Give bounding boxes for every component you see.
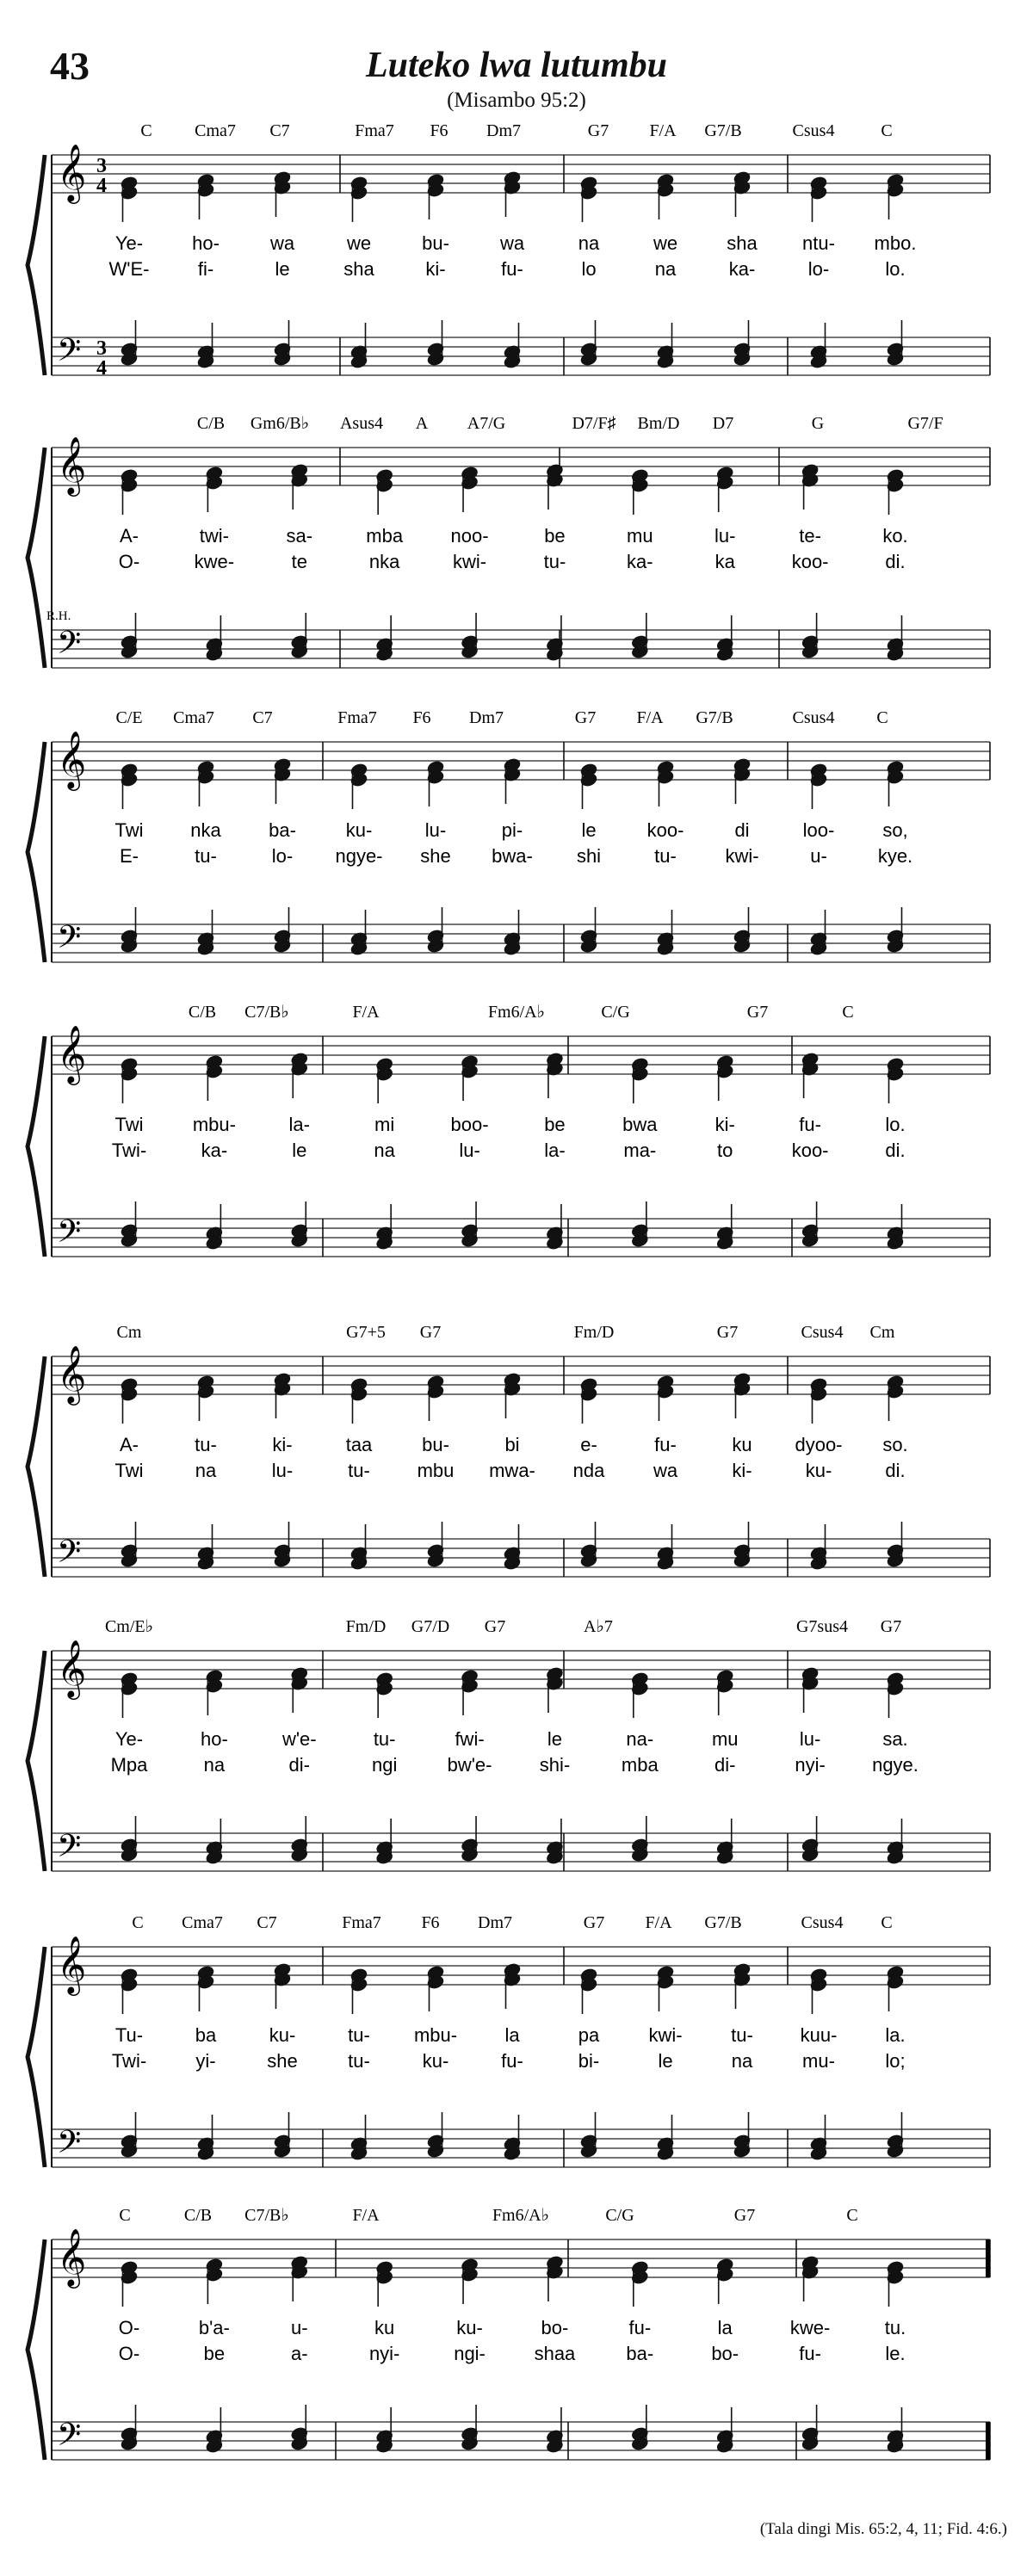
lyric-verse-1: tu-: [195, 1434, 217, 1455]
lyric-verse-1: kuu-: [800, 2024, 838, 2046]
lyric-verse-1: ku-: [345, 819, 373, 841]
brace: [28, 1651, 45, 1871]
scripture-reference: (Misambo 95:2): [447, 89, 586, 112]
lyric-verse-1: noo-: [450, 525, 489, 547]
bass-staff: [52, 2422, 990, 2460]
lyric-verse-2: shi: [576, 845, 602, 867]
lyric-verse-2: ba-: [626, 2343, 654, 2364]
lyric-verse-1: kwe-: [789, 2317, 831, 2338]
bass-clef-icon: 𝄢: [57, 332, 82, 376]
chord-symbol: G7/B: [704, 1913, 742, 1932]
treble-staff: [52, 155, 990, 193]
lyric-verse-2: tu-: [195, 845, 217, 867]
chord-symbol: G7/F: [907, 414, 943, 433]
lyric-verse-1: ko.: [882, 525, 908, 547]
lyric-verse-2: she: [420, 845, 451, 867]
chord-symbol: Cma7: [182, 1913, 223, 1932]
lyric-verse-2: di-: [714, 1754, 736, 1776]
chord-symbol: F6: [412, 708, 431, 727]
chord-symbol: A♭7: [584, 1617, 613, 1636]
lyric-verse-1: mu: [711, 1728, 739, 1750]
lyric-verse-1: pa: [578, 2024, 600, 2046]
lyric-verse-2: mu-: [802, 2050, 835, 2072]
chord-symbol: C: [842, 1003, 854, 1022]
lyric-verse-2: lo.: [885, 258, 906, 280]
lyric-verse-2: le: [292, 1140, 307, 1161]
lyric-verse-2: tu-: [348, 2050, 370, 2072]
lyric-verse-2: lo;: [885, 2050, 906, 2072]
system-7: [28, 1913, 990, 2168]
chord-symbol: G7/B: [696, 708, 733, 727]
brace: [28, 155, 45, 375]
system-5: [28, 1323, 990, 1578]
chord-symbol: F/A: [636, 708, 664, 727]
lyric-verse-1: nka: [190, 819, 221, 841]
chord-symbol: Cm/E♭: [104, 1617, 154, 1636]
lyric-verse-1: taa: [345, 1434, 373, 1455]
lyric-verse-1: sa-: [286, 525, 313, 547]
bass-clef-icon: 𝄢: [57, 1534, 82, 1578]
lyric-verse-2: na: [374, 1140, 395, 1161]
lyric-verse-1: bo-: [541, 2317, 569, 2338]
lyric-verse-1: lu-: [424, 819, 447, 841]
chord-symbol: Fma7: [355, 121, 394, 140]
lyric-verse-1: O-: [118, 2317, 140, 2338]
chord-symbol: F/A: [352, 2206, 380, 2225]
lyric-verse-1: w'e-: [281, 1728, 317, 1750]
lyric-verse-2: W'E-: [108, 258, 150, 280]
chord-symbol: Fm/D: [345, 1617, 387, 1636]
lyric-verse-1: Ye-: [114, 232, 144, 254]
rh-marking: R.H.: [46, 609, 71, 623]
lyric-verse-2: fi-: [197, 258, 214, 280]
lyric-verse-1: le: [547, 1728, 563, 1750]
lyric-verse-2: kwi-: [453, 551, 487, 572]
lyric-verse-1: u-: [290, 2317, 308, 2338]
lyric-verse-2: na: [195, 1460, 217, 1481]
chord-symbol: Dm7: [486, 121, 521, 140]
lyric-verse-1: Twi: [114, 819, 144, 841]
final-barline: [986, 2239, 990, 2277]
chord-symbol: Fm/D: [573, 1323, 615, 1342]
chord-symbol: Dm7: [478, 1913, 512, 1932]
chord-symbol: Csus4: [801, 1323, 844, 1342]
chord-symbol: Fma7: [342, 1913, 381, 1932]
lyric-verse-2: be: [203, 2343, 226, 2364]
treble-staff: [52, 1036, 990, 1074]
lyric-verse-2: ma-: [623, 1140, 657, 1161]
lyric-verse-2: di.: [885, 1140, 906, 1161]
bass-clef-icon: 𝄢: [57, 625, 82, 669]
lyric-verse-2: lu-: [271, 1460, 294, 1481]
lyric-verse-2: ka: [714, 551, 735, 572]
brace: [28, 1036, 45, 1257]
chord-symbol: A7/G: [467, 414, 506, 433]
chord-symbol: G7/D: [411, 1617, 450, 1636]
chord-symbol: Asus4: [339, 414, 384, 433]
treble-staff: [52, 448, 990, 485]
bass-clef-icon: 𝄢: [57, 1214, 82, 1257]
chord-symbol: Fm6/A♭: [492, 2206, 550, 2225]
lyric-verse-2: lu-: [459, 1140, 480, 1161]
treble-staff: [52, 2239, 990, 2277]
chord-symbol: C/E: [115, 708, 143, 727]
lyric-verse-1: ku: [732, 1434, 752, 1455]
lyric-verse-1: A-: [120, 1434, 139, 1455]
lyric-verse-2: koo-: [791, 1140, 829, 1161]
lyric-verse-1: la-: [288, 1114, 311, 1135]
lyric-verse-2: le: [658, 2050, 673, 2072]
lyric-verse-2: ku-: [805, 1460, 832, 1481]
lyric-verse-1: ba: [195, 2024, 217, 2046]
chord-symbol: F/A: [645, 1913, 672, 1932]
lyric-verse-2: ki-: [732, 1460, 752, 1481]
treble-clef-icon: 𝄞: [57, 1344, 87, 1403]
lyric-verse-1: ho-: [200, 1728, 228, 1750]
chord-symbol: C/B: [188, 1003, 217, 1022]
lyric-verse-1: na-: [626, 1728, 654, 1750]
chord-symbol: D7: [712, 414, 734, 433]
lyric-verse-1: mu: [627, 525, 653, 547]
chord-symbol: Cm: [116, 1323, 142, 1342]
treble-clef-icon: 𝄞: [57, 1935, 87, 1993]
lyric-verse-2: fu-: [501, 258, 523, 280]
lyric-verse-1: ki-: [272, 1434, 293, 1455]
lyric-verse-2: mba: [621, 1754, 659, 1776]
lyric-verse-1: tu-: [373, 1728, 396, 1750]
lyric-verse-1: be: [544, 525, 566, 547]
time-signature-top: 3: [96, 337, 107, 360]
lyric-verse-2: fu-: [799, 2343, 821, 2364]
lyric-verse-2: ngye.: [872, 1754, 919, 1776]
lyric-verse-2: ka-: [627, 551, 653, 572]
lyric-verse-2: ngi-: [454, 2343, 486, 2364]
lyric-verse-2: kwi-: [725, 845, 759, 867]
chord-symbol: G7: [880, 1617, 902, 1636]
lyric-verse-2: di-: [288, 1754, 311, 1776]
hymn-title: Luteko lwa lutumbu: [365, 46, 668, 85]
lyric-verse-1: b'a-: [198, 2317, 230, 2338]
system-1: [28, 121, 990, 380]
lyric-verse-2: bi-: [578, 2050, 600, 2072]
lyric-verse-1: la: [717, 2317, 733, 2338]
lyric-verse-1: Tu-: [114, 2024, 144, 2046]
lyric-verse-2: lo-: [807, 258, 830, 280]
lyric-verse-1: A-: [120, 525, 139, 547]
lyric-verse-1: mi: [374, 1114, 395, 1135]
lyric-verse-1: ba-: [269, 819, 296, 841]
chord-symbol: Cma7: [173, 708, 214, 727]
chord-symbol: Csus4: [792, 121, 835, 140]
lyric-verse-1: fu-: [654, 1434, 677, 1455]
lyric-verse-1: sa.: [882, 1728, 908, 1750]
lyric-verse-2: a-: [290, 2343, 308, 2364]
lyric-verse-2: wa: [653, 1460, 678, 1481]
treble-staff: [52, 1356, 990, 1394]
brace: [28, 1356, 45, 1577]
chord-symbol: Dm7: [469, 708, 504, 727]
final-barline: [986, 2422, 990, 2460]
lyric-verse-2: yi-: [195, 2050, 216, 2072]
chord-symbol: F/A: [649, 121, 677, 140]
lyric-verse-2: bw'e-: [447, 1754, 492, 1776]
lyric-verse-2: nda: [572, 1460, 605, 1481]
lyric-verse-2: kye.: [877, 845, 913, 867]
lyric-verse-1: mbu-: [413, 2024, 458, 2046]
lyric-verse-1: mbo.: [874, 232, 917, 254]
brace: [28, 1947, 45, 2167]
lyric-verse-2: ngi: [371, 1754, 398, 1776]
lyric-verse-2: le.: [885, 2343, 906, 2364]
system-8: [28, 2206, 990, 2461]
chord-symbol: Cm: [869, 1323, 895, 1342]
lyric-verse-2: di.: [885, 1460, 906, 1481]
lyric-verse-1: Twi: [114, 1114, 144, 1135]
chord-symbol: G7/B: [704, 121, 742, 140]
lyric-verse-2: te: [291, 551, 307, 572]
lyric-verse-2: shaa: [534, 2343, 576, 2364]
lyric-verse-1: bwa: [622, 1114, 658, 1135]
lyric-verse-1: kwi-: [648, 2024, 683, 2046]
time-signature-bottom: 4: [96, 175, 107, 197]
treble-clef-icon: 𝄞: [57, 143, 87, 201]
treble-clef-icon: 𝄞: [57, 1024, 87, 1083]
treble-clef-icon: 𝄞: [57, 2227, 87, 2286]
lyric-verse-2: to: [717, 1140, 733, 1161]
lyric-verse-1: bu-: [422, 1434, 449, 1455]
bass-staff: [52, 337, 990, 375]
lyric-verse-2: tu-: [348, 1460, 370, 1481]
lyric-verse-1: dyoo-: [795, 1434, 843, 1455]
lyric-verse-1: pi-: [501, 819, 523, 841]
chord-symbol: F6: [421, 1913, 440, 1932]
chord-symbol: D7/F♯: [572, 414, 616, 433]
lyric-verse-2: O-: [118, 551, 140, 572]
chord-symbol: C: [881, 1913, 893, 1932]
lyric-verse-1: we: [653, 232, 678, 254]
lyric-verse-2: na: [654, 258, 677, 280]
lyric-verse-2: koo-: [791, 551, 829, 572]
lyric-verse-2: Twi: [114, 1460, 144, 1481]
lyric-verse-2: bwa-: [492, 845, 533, 867]
chord-symbol: G7: [583, 1913, 605, 1932]
lyric-verse-2: ku-: [422, 2050, 449, 2072]
lyric-verse-1: ku: [374, 2317, 395, 2338]
time-signature-bottom: 4: [96, 357, 107, 380]
chord-symbol: C/G: [601, 1003, 630, 1022]
chord-symbol: C7: [269, 121, 290, 140]
lyric-verse-1: e-: [580, 1434, 597, 1455]
lyric-verse-2: shi-: [539, 1754, 571, 1776]
chord-symbol: C: [119, 2206, 131, 2225]
lyric-verse-1: lu-: [714, 525, 736, 547]
treble-staff: [52, 742, 990, 780]
lyric-verse-1: ki-: [714, 1114, 735, 1135]
bass-staff: [52, 2129, 990, 2167]
bass-staff: [52, 1833, 990, 1871]
lyric-verse-2: O-: [118, 2343, 140, 2364]
system-6: [28, 1617, 990, 1872]
lyric-verse-1: tu-: [731, 2024, 753, 2046]
lyric-verse-2: Mpa: [110, 1754, 148, 1776]
lyric-verse-2: u-: [810, 845, 827, 867]
lyric-verse-2: na: [203, 1754, 226, 1776]
bass-staff: [52, 924, 990, 962]
lyric-verse-2: ngye-: [335, 845, 383, 867]
lyric-verse-2: ka-: [728, 258, 756, 280]
lyric-verse-1: twi-: [199, 525, 229, 547]
chord-symbol: Fm6/A♭: [487, 1003, 546, 1022]
chord-symbol: Fma7: [337, 708, 377, 727]
lyric-verse-1: bi: [504, 1434, 520, 1455]
chord-symbol: C/G: [605, 2206, 634, 2225]
lyric-verse-1: ku-: [269, 2024, 296, 2046]
hymn-number: 43: [50, 44, 90, 88]
lyric-verse-1: lo.: [885, 1114, 906, 1135]
chord-symbol: G7sus4: [795, 1617, 849, 1636]
bass-staff: [52, 1539, 990, 1577]
lyric-verse-1: loo-: [802, 819, 835, 841]
chord-symbol: C/B: [183, 2206, 213, 2225]
lyric-verse-2: ki-: [425, 258, 446, 280]
chord-symbol: Gm6/B♭: [250, 414, 310, 433]
lyric-verse-2: lo: [581, 258, 597, 280]
lyric-verse-2: lo-: [271, 845, 294, 867]
bass-staff: [52, 630, 990, 668]
chord-symbol: C7/B♭: [244, 1003, 289, 1022]
lyric-verse-1: la.: [885, 2024, 906, 2046]
chord-symbol: G7: [746, 1003, 769, 1022]
chord-symbol: G7: [716, 1323, 739, 1342]
lyric-verse-1: we: [346, 232, 372, 254]
lyric-verse-2: ka-: [201, 1140, 228, 1161]
chord-symbol: C: [876, 708, 888, 727]
lyric-verse-1: Ye-: [114, 1728, 144, 1750]
chord-symbol: G7: [587, 121, 609, 140]
treble-clef-icon: 𝄞: [57, 1639, 87, 1697]
lyric-verse-2: nka: [368, 551, 400, 572]
lyric-verse-1: wa: [269, 232, 295, 254]
lyric-verse-1: sha: [727, 232, 758, 254]
lyric-verse-2: mwa-: [489, 1460, 535, 1481]
lyric-verse-1: la: [504, 2024, 520, 2046]
lyric-verse-2: tu-: [543, 551, 566, 572]
lyric-verse-1: tu-: [348, 2024, 370, 2046]
lyric-verse-1: mbu-: [192, 1114, 236, 1135]
chord-symbol: Bm/D: [637, 414, 680, 433]
lyric-verse-1: so,: [882, 819, 908, 841]
lyric-verse-1: di: [734, 819, 750, 841]
chord-symbol: F6: [430, 121, 448, 140]
chord-symbol: C: [132, 1913, 144, 1932]
lyric-verse-1: te-: [799, 525, 821, 547]
chord-symbol: G7: [574, 708, 597, 727]
lyric-verse-1: le: [581, 819, 597, 841]
system-2: [28, 414, 990, 669]
lyric-verse-1: fu-: [628, 2317, 652, 2338]
lyric-verse-2: di.: [885, 551, 906, 572]
lyric-verse-2: sha: [343, 258, 374, 280]
lyric-verse-1: lu-: [799, 1728, 821, 1750]
brace: [28, 2239, 45, 2460]
lyric-verse-1: tu.: [884, 2317, 906, 2338]
lyric-verse-2: Twi-: [111, 1140, 147, 1161]
chord-symbol: Csus4: [801, 1913, 844, 1932]
lyric-verse-1: koo-: [646, 819, 684, 841]
chord-symbol: A: [415, 414, 429, 433]
lyric-verse-2: E-: [120, 845, 139, 867]
treble-staff: [52, 1651, 990, 1689]
chord-symbol: G: [811, 414, 825, 433]
chord-symbol: C: [846, 2206, 858, 2225]
chord-symbol: Csus4: [792, 708, 835, 727]
chord-symbol: G7: [484, 1617, 506, 1636]
lyric-verse-2: le: [275, 258, 290, 280]
treble-clef-icon: 𝄞: [57, 436, 87, 494]
lyric-verse-2: bo-: [711, 2343, 739, 2364]
lyric-verse-1: na: [578, 232, 600, 254]
lyric-verse-2: la-: [544, 1140, 566, 1161]
lyric-verse-1: so.: [882, 1434, 908, 1455]
lyric-verse-2: she: [267, 2050, 298, 2072]
chord-symbol: C/B: [196, 414, 226, 433]
treble-clef-icon: 𝄞: [57, 730, 87, 788]
lyric-verse-1: ntu-: [802, 232, 835, 254]
lyric-verse-1: wa: [499, 232, 525, 254]
system-3: [28, 708, 990, 963]
lyric-verse-2: kwe-: [194, 551, 235, 572]
chord-symbol: G7: [419, 1323, 442, 1342]
lyric-verse-2: na: [731, 2050, 753, 2072]
chord-symbol: C7: [257, 1913, 277, 1932]
lyric-verse-1: ho-: [192, 232, 220, 254]
lyric-verse-1: be: [544, 1114, 566, 1135]
system-4: [28, 1003, 990, 1257]
lyric-verse-2: Twi-: [111, 2050, 147, 2072]
bass-staff: [52, 1219, 990, 1257]
chord-symbol: C: [881, 121, 893, 140]
lyric-verse-1: fwi-: [455, 1728, 485, 1750]
lyric-verse-1: ku-: [456, 2317, 483, 2338]
treble-staff: [52, 1947, 990, 1985]
chord-symbol: G7+5: [346, 1323, 386, 1342]
lyric-verse-2: nyi-: [795, 1754, 826, 1776]
lyric-verse-1: bu-: [422, 232, 449, 254]
lyric-verse-1: boo-: [450, 1114, 489, 1135]
brace: [28, 448, 45, 668]
lyric-verse-2: nyi-: [368, 2343, 400, 2364]
lyric-verse-1: fu-: [799, 1114, 821, 1135]
time-signature-top: 3: [96, 155, 107, 177]
chord-symbol: G7: [733, 2206, 756, 2225]
lyric-verse-2: fu-: [501, 2050, 523, 2072]
lyric-verse-1: mba: [366, 525, 404, 547]
lyric-verse-2: tu-: [654, 845, 677, 867]
brace: [28, 742, 45, 962]
chord-symbol: C: [140, 121, 152, 140]
chord-symbol: F/A: [352, 1003, 380, 1022]
bass-clef-icon: 𝄢: [57, 919, 82, 963]
lyric-verse-2: mbu: [417, 1460, 455, 1481]
bass-clef-icon: 𝄢: [57, 2417, 82, 2461]
footnote: (Tala dingi Mis. 65:2, 4, 11; Fid. 4:6.): [759, 2520, 1007, 2538]
chord-symbol: Cma7: [195, 121, 236, 140]
bass-clef-icon: 𝄢: [57, 1828, 82, 1872]
bass-clef-icon: 𝄢: [57, 2124, 82, 2168]
chord-symbol: C7/B♭: [244, 2206, 289, 2225]
chord-symbol: C7: [252, 708, 273, 727]
